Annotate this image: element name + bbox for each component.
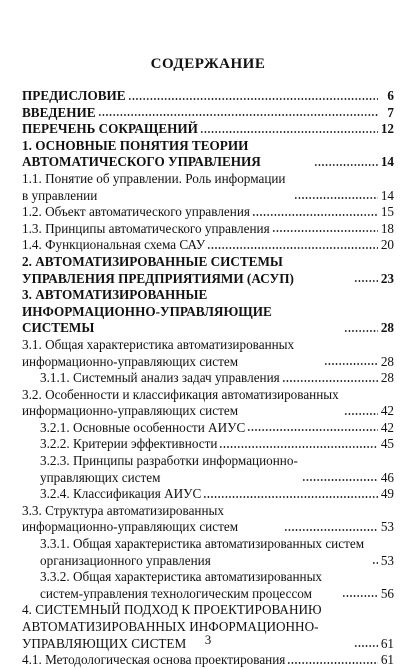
toc-entry-chapter-1[interactable] xyxy=(22,138,394,171)
toc-leader-dots xyxy=(302,478,378,482)
toc-page-number: 18 xyxy=(380,220,394,236)
toc-page-number: 14 xyxy=(380,187,394,203)
toc-page-number: 56 xyxy=(380,585,394,601)
toc-page-number: 6 xyxy=(387,88,394,103)
toc-entry-text: 3.2.4. Классификация АИУС xyxy=(40,486,202,502)
toc-entry-introduction[interactable] xyxy=(22,105,394,122)
toc-entry-text: 2. АВТОМАТИЗИРОВАННЫЕ СИСТЕМЫ УПРАВЛЕНИЯ ПРЕДПРИЯТИЯМИ (АСУП) xyxy=(22,253,294,286)
toc-page-number: 49 xyxy=(380,486,394,502)
page-number: 3 xyxy=(204,632,212,647)
toc-entry-text: 3.2.3. Принципы разработки информационно-управляющих систем xyxy=(40,453,298,485)
toc-entry-3-3-2[interactable] xyxy=(22,569,394,602)
toc-leader-dots xyxy=(284,528,378,532)
toc-page-number: 45 xyxy=(380,436,394,452)
toc-entry-chapter-2[interactable] xyxy=(22,254,394,287)
toc-entry-4-1[interactable] xyxy=(22,652,394,669)
toc-page-number: 61 xyxy=(380,635,394,651)
toc-page-number: 53 xyxy=(380,519,394,535)
toc-entry-text: 1.2. Объект автоматического управления xyxy=(22,204,250,220)
toc-leader-dots xyxy=(354,279,378,283)
toc-entry-text: 3.2.1. Основные особенности АИУС xyxy=(40,419,246,435)
toc-page-number: 42 xyxy=(380,419,394,435)
toc-entry-3-2-2[interactable] xyxy=(22,436,394,453)
toc-page-number: 61 xyxy=(380,652,394,668)
toc-entry-text: ВВЕДЕНИЕ xyxy=(22,104,96,120)
toc-entry-3-2-3[interactable] xyxy=(22,453,394,486)
toc-leader-dots xyxy=(252,213,378,217)
toc-entry-text: 1.4. Функциональная схема САУ xyxy=(22,237,206,253)
toc-entry-text: 3.2.2. Критерии эффективности xyxy=(40,436,218,452)
toc-leader-dots xyxy=(342,594,378,598)
toc-entry-3-2[interactable] xyxy=(22,387,394,420)
toc-page-number: 12 xyxy=(380,121,394,137)
toc-entry-text: 4. СИСТЕМНЫЙ ПОДХОД К ПРОЕКТИРОВАНИЮ АВТОМАТИЗИРОВАННЫХ ИНФОРМАЦИОННО-УПРАВЛЯЮЩИХ СИСТЕМ xyxy=(22,602,322,651)
toc-entry-preface[interactable] xyxy=(22,88,394,105)
toc-leader-dots xyxy=(287,661,378,665)
toc-leader-dots xyxy=(282,379,378,383)
toc-leader-dots xyxy=(203,495,378,499)
toc-entry-text: 3.3.1. Общая характеристика автоматизированных систем организационного управления xyxy=(40,536,365,568)
toc-entry-1-3[interactable] xyxy=(22,221,394,238)
toc-title: СОДЕРЖАНИЕ xyxy=(150,56,266,72)
toc-leader-dots xyxy=(128,97,378,101)
toc-leader-dots xyxy=(207,246,378,250)
toc-entry-3-3[interactable] xyxy=(22,503,394,536)
toc-page-number: 14 xyxy=(380,154,394,170)
toc-entry-3-2-4[interactable] xyxy=(22,486,394,503)
toc-entry-3-3-1[interactable] xyxy=(22,536,394,569)
toc-entry-text: 3.2. Особенности и классификация автоматизированных информационно-управляющих систем xyxy=(22,386,339,419)
toc-entry-text: 1.1. Понятие об управлении. Роль информации в управлении xyxy=(22,170,286,203)
toc-leader-dots xyxy=(98,113,378,117)
toc-entry-text: 4.1. Методологическая основа проектирования xyxy=(22,652,286,668)
toc-page-number: 23 xyxy=(380,270,394,286)
toc-entry-3-2-1[interactable] xyxy=(22,420,394,437)
toc-leader-dots xyxy=(314,163,378,167)
toc-entry-text: 3.1. Общая характеристика автоматизированных информационно-управляющих систем xyxy=(22,336,295,369)
toc-entry-text: ПЕРЕЧЕНЬ СОКРАЩЕНИЙ xyxy=(22,121,198,137)
toc-entry-text: 1.3. Принципы автоматического управления xyxy=(22,220,270,236)
toc-page-number: 46 xyxy=(380,469,394,485)
toc-entry-text: 3. АВТОМАТИЗИРОВАННЫЕ ИНФОРМАЦИОННО-УПРАВЛЯЮЩИЕ СИСТЕМЫ xyxy=(22,287,272,336)
toc-page-number: 15 xyxy=(380,204,394,220)
toc-entry-text: 3.3.2. Общая характеристика автоматизированных систем-управления технологическим процессом xyxy=(40,569,323,601)
table-of-contents xyxy=(22,88,394,669)
toc-leader-dots xyxy=(344,329,378,333)
toc-entry-3-1[interactable] xyxy=(22,337,394,370)
toc-page-number: 20 xyxy=(380,237,394,253)
toc-leader-dots xyxy=(324,362,378,366)
toc-page-number: 42 xyxy=(380,403,394,419)
toc-leader-dots xyxy=(200,130,378,134)
toc-leader-dots xyxy=(247,428,378,432)
toc-leader-dots xyxy=(219,445,378,449)
toc-entry-text: 1. ОСНОВНЫЕ ПОНЯТИЯ ТЕОРИИ АВТОМАТИЧЕСКОГО УПРАВЛЕНИЯ xyxy=(22,137,261,170)
toc-entry-chapter-3[interactable] xyxy=(22,287,394,337)
toc-leader-dots xyxy=(272,229,378,233)
toc-leader-dots xyxy=(344,412,378,416)
toc-entry-text: 3.3. Структура автоматизированных информационно-управляющих систем xyxy=(22,502,239,535)
toc-entry-text: 3.1.1. Системный анализ задач управления xyxy=(40,370,280,386)
toc-entry-1-1[interactable] xyxy=(22,171,394,204)
toc-entry-abbreviations[interactable] xyxy=(22,121,394,138)
toc-page-number: 53 xyxy=(380,552,394,568)
toc-entry-text: ПРЕДИСЛОВИЕ xyxy=(22,88,126,103)
toc-leader-dots xyxy=(294,196,378,200)
toc-page-number: 7 xyxy=(387,104,394,120)
toc-entry-1-4[interactable] xyxy=(22,237,394,254)
toc-page-number: 28 xyxy=(380,320,394,336)
toc-page-number: 28 xyxy=(380,353,394,369)
toc-entry-3-1-1[interactable] xyxy=(22,370,394,387)
toc-entry-1-2[interactable] xyxy=(22,204,394,221)
toc-page-number: 28 xyxy=(380,370,394,386)
toc-leader-dots xyxy=(372,561,378,565)
